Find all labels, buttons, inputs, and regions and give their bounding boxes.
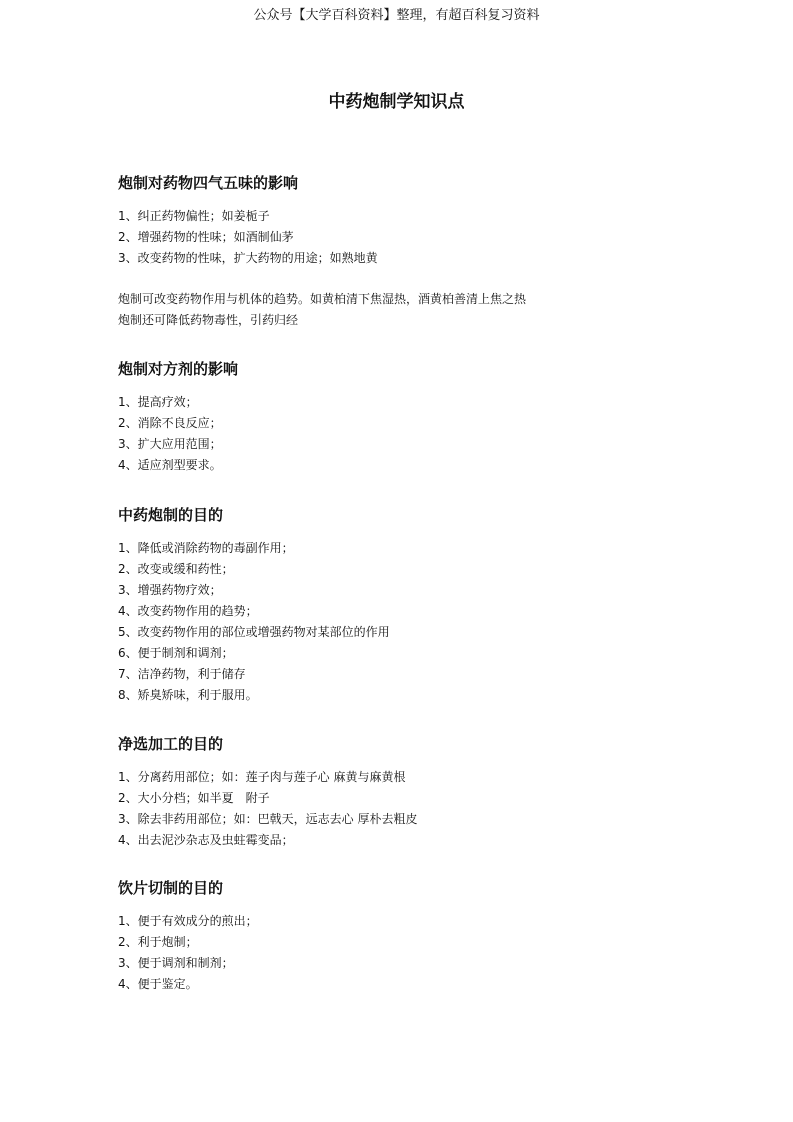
section-heading: 饮片切制的目的 (118, 879, 224, 897)
list-item: 3、增强药物疗效； (118, 583, 222, 597)
list-item: 4、改变药物作用的趋势； (118, 604, 258, 618)
paragraph-line: 炮制还可降低药物毒性，引药归经 (118, 313, 299, 327)
list-item: 6、便于制剂和调剂； (118, 646, 234, 660)
list-item: 3、便于调剂和制剂； (118, 956, 234, 970)
list-item: 2、大小分档；如半夏 附子 (118, 791, 270, 805)
list-item: 4、便于鉴定。 (118, 977, 198, 991)
section-heading: 炮制对方剂的影响 (118, 360, 239, 378)
list-item: 1、纠正药物偏性；如姜栀子 (118, 209, 270, 223)
section-slicing-purpose (118, 878, 718, 995)
list-item: 2、改变或缓和药性； (118, 562, 234, 576)
list-item: 1、降低或消除药物的毒副作用； (118, 541, 294, 555)
list-item: 5、改变药物作用的部位或增强药物对某部位的作用 (118, 625, 390, 639)
section-heading: 中药炮制的目的 (118, 506, 224, 524)
list-item: 1、便于有效成分的煎出； (118, 914, 258, 928)
list-item: 2、增强药物的性味；如酒制仙茅 (118, 230, 294, 244)
list-item: 2、利于炮制； (118, 935, 198, 949)
list-item: 1、提高疗效； (118, 395, 198, 409)
section-processing-effect-on-prescriptions (118, 359, 718, 476)
list-item: 4、适应剂型要求。 (118, 458, 222, 472)
section-processing-purpose (118, 505, 718, 706)
list-item: 3、除去非药用部位；如：巴戟天，远志去心 厚朴去粗皮 (118, 812, 418, 826)
page-title: 中药炮制学知识点 (328, 92, 465, 112)
list-item: 3、改变药物的性味，扩大药物的用途；如熟地黄 (118, 251, 378, 265)
page-header: 公众号【大学百科资料】整理，有超百科复习资料 (253, 8, 540, 23)
section-processing-effect-on-properties (118, 173, 718, 331)
list-item: 3、扩大应用范围； (118, 437, 222, 451)
section-heading: 净选加工的目的 (118, 735, 224, 753)
list-item: 1、分离药用部位；如：莲子肉与莲子心 麻黄与麻黄根 (118, 770, 406, 784)
list-item: 7、洁净药物，利于储存 (118, 667, 246, 681)
paragraph-line: 炮制可改变药物作用与机体的趋势。如黄柏清下焦湿热，酒黄柏善清上焦之热 (118, 292, 527, 306)
list-item: 8、矫臭矫味，利于服用。 (118, 688, 258, 702)
section-heading: 炮制对药物四气五味的影响 (118, 174, 299, 192)
list-item: 4、出去泥沙杂志及虫蛀霉变品； (118, 833, 294, 847)
section-cleaning-purpose (118, 734, 718, 851)
list-item: 2、消除不良反应； (118, 416, 222, 430)
